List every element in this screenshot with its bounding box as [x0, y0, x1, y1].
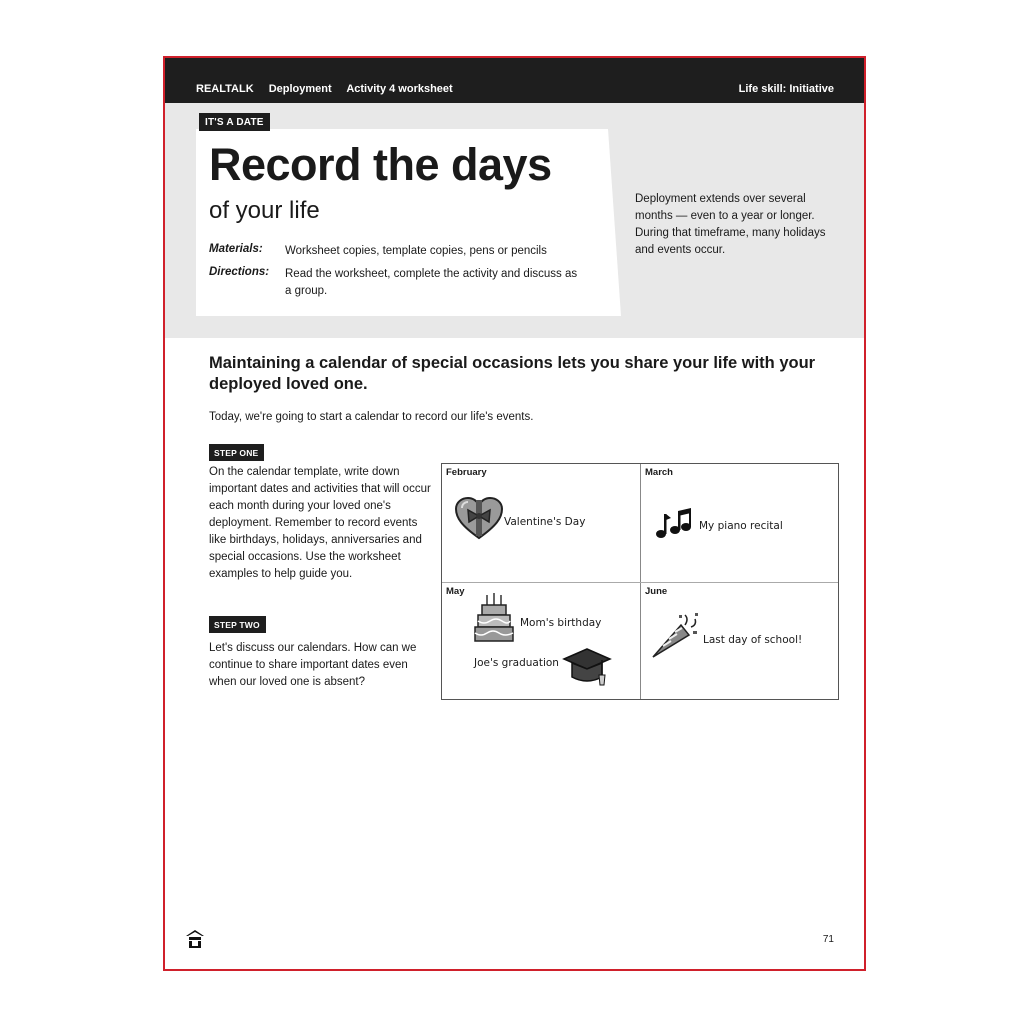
calendar-cell-june: [641, 583, 838, 700]
graduation-cap-icon: [562, 645, 612, 689]
event-label: Last day of school!: [703, 634, 803, 646]
event-label: Mom's birthday: [520, 617, 602, 629]
worksheet-page: [163, 56, 866, 971]
life-skill-label: Life skill: Initiative: [738, 83, 834, 95]
directions-value: Read the worksheet, complete the activity and discuss as a group.: [285, 268, 578, 297]
header-breadcrumb: [196, 83, 465, 95]
month-label: June: [645, 586, 668, 597]
event-label: Valentine's Day: [504, 516, 586, 528]
heart-box-icon: [454, 496, 504, 540]
calendar-cell-february: [442, 464, 639, 581]
intro-text: Today, we're going to start a calendar to record our life's events.: [209, 411, 534, 423]
header-bar: [165, 58, 864, 103]
month-label: March: [645, 467, 673, 478]
hero-tag: IT'S A DATE: [199, 113, 270, 131]
housing-logo-icon: [185, 929, 205, 949]
materials-label: Materials:: [209, 243, 263, 255]
activity-label: Activity 4 worksheet: [346, 83, 453, 95]
lead-heading: Maintaining a calendar of special occasions lets you share your life with your deployed loved one.: [209, 354, 816, 393]
step-two-tag: STEP TWO: [209, 616, 266, 633]
step-one-tag: STEP ONE: [209, 444, 264, 461]
section-label: Deployment: [268, 83, 332, 95]
calendar-cell-may: [442, 583, 639, 700]
event-label: Joe's graduation: [474, 657, 559, 669]
page-number: 71: [822, 934, 834, 945]
step-one-text: On the calendar template, write down important dates and activities that will occur each month during your loved one's deployment. Remember to record events like birthdays, holidays, anniversaries and special occasions. Use the worksheet examples to help guide you.: [209, 466, 431, 580]
deployment-info-text: Deployment extends over several months — even to a year or longer. During that timeframe, many holidays and events occur.: [635, 193, 826, 256]
hero-section: [165, 103, 864, 338]
calendar-cell-march: [641, 464, 838, 581]
page-subtitle: of your life: [209, 197, 320, 224]
calendar-grid: [441, 463, 839, 700]
materials-value: Worksheet copies, template copies, pens or pencils: [285, 245, 547, 257]
brand-label: REALTALK: [196, 83, 254, 95]
month-label: May: [446, 586, 465, 597]
music-notes-icon: [653, 508, 691, 540]
event-label: My piano recital: [699, 520, 783, 532]
month-label: February: [446, 467, 487, 478]
directions-label: Directions:: [209, 266, 270, 278]
page-title: Record the days: [209, 139, 552, 190]
birthday-cake-icon: [474, 593, 514, 643]
step-two-text: Let's discuss our calendars. How can we continue to share important dates even when our loved one is absent?: [209, 642, 417, 688]
party-horn-icon: [651, 611, 701, 661]
